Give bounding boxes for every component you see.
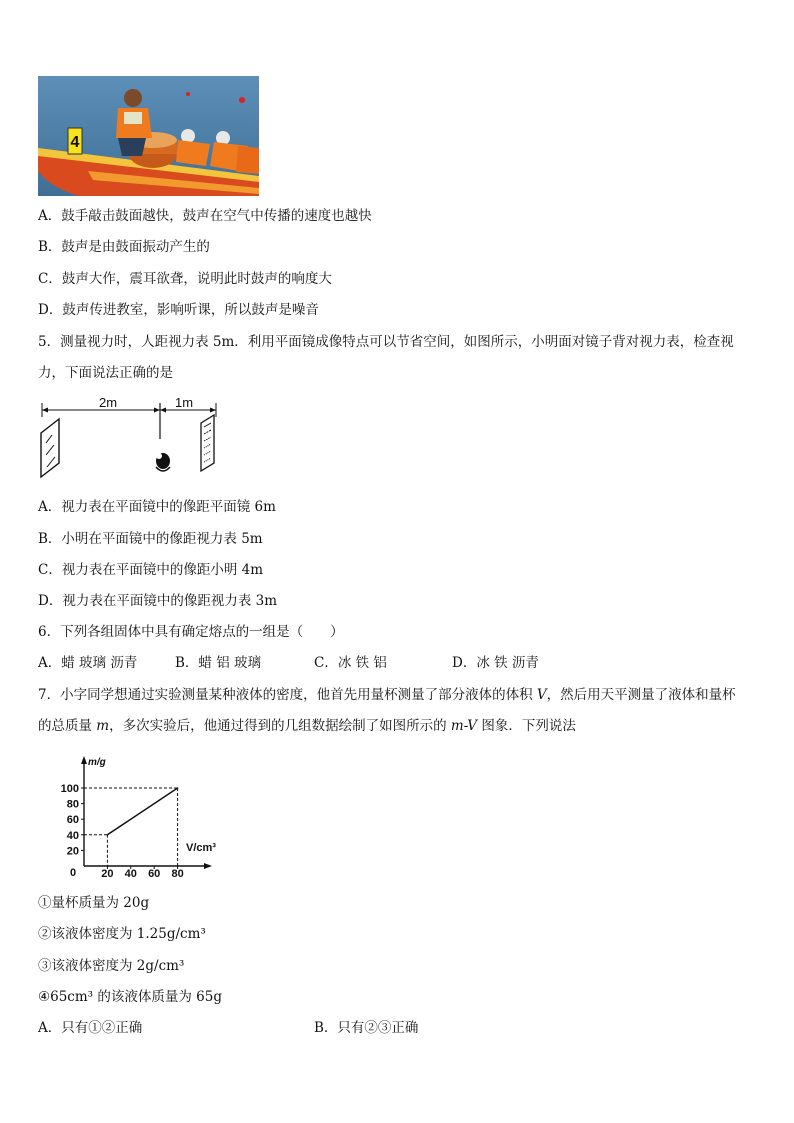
y-tick-label: 100 xyxy=(60,783,79,795)
x-tick-label: 80 xyxy=(171,868,184,879)
q7-stem-line2-b: ，多次实验后，他通过得到的几组数据绘制了如图所示的 xyxy=(109,718,451,734)
mirror-figure xyxy=(38,393,220,483)
q6-option-a: A．蜡 玻璃 沥青 xyxy=(38,655,138,671)
boat-number: 4 xyxy=(70,134,80,151)
q4-option-d: D．鼓声传进教室，影响听课，所以鼓声是噪音 xyxy=(38,302,319,318)
data-line xyxy=(107,788,177,835)
x-axis-label: V/cm³ xyxy=(186,842,216,854)
q7-option-a: A．只有①②正确 xyxy=(38,1020,143,1036)
q7-option-b: B．只有②③正确 xyxy=(314,1020,419,1036)
q7-statement-2: ②该液体密度为 1.25g/cm³ xyxy=(38,926,206,942)
q7-stem-line1-a: 7．小字同学想通过实验测量某种液体的密度，他首先用量杯测量了部分液体的体积 xyxy=(38,687,537,703)
y-axis-label: m/g xyxy=(88,757,106,768)
origin-label: 0 xyxy=(70,867,77,879)
q6-stem: 6．下列各组固体中具有确定熔点的一组是（ ） xyxy=(38,624,344,640)
q4-option-b: B．鼓声是由鼓面振动产生的 xyxy=(38,239,210,255)
distance-label-1m: 1m xyxy=(174,395,194,410)
q7-statement-3: ③该液体密度为 2g/cm³ xyxy=(38,958,185,974)
y-tick-label: 20 xyxy=(66,845,79,858)
q5-option-c: C．视力表在平面镜中的像距小明 4m xyxy=(38,562,264,578)
q5-option-d: D．视力表在平面镜中的像距视力表 3m xyxy=(38,593,278,609)
q5-option-b: B．小明在平面镜中的像距视力表 5m xyxy=(38,531,263,547)
q7-stem-line1-b: ，然后用天平测量了液体和量杯 xyxy=(546,687,736,703)
q7-stem-line1 xyxy=(38,686,736,704)
q7-stem-line2-a: 的总质量 xyxy=(38,718,97,734)
q6-option-c: C．冰 铁 铝 xyxy=(314,655,387,671)
q7-var-mv: m-V xyxy=(450,718,478,734)
q6-option-d: D．冰 铁 沥青 xyxy=(452,655,539,671)
x-tick-label: 40 xyxy=(124,868,137,879)
q7-statement-4: ④65cm³ 的该液体质量为 65g xyxy=(38,989,222,1005)
dragon-boat-photo xyxy=(38,76,259,196)
q5-stem-line1: 5．测量视力时，人距视力表 5m．利用平面镜成像特点可以节省空间，如图所示，小明面对镜子背对视力表，检查视 xyxy=(38,334,734,350)
mv-chart xyxy=(58,754,228,879)
q4-option-a: A．鼓手敲击鼓面越快，鼓声在空气中传播的速度也越快 xyxy=(38,208,372,224)
q6-option-b: B．蜡 铝 玻璃 xyxy=(175,655,262,671)
x-tick-label: 20 xyxy=(101,868,114,879)
data-point xyxy=(107,834,109,836)
q4-option-c: C．鼓声大作，震耳欲聋，说明此时鼓声的响度大 xyxy=(38,271,332,287)
y-tick-label: 40 xyxy=(66,829,79,842)
y-axis-arrow xyxy=(81,756,87,764)
x-tick-label: 60 xyxy=(148,868,161,879)
q5-stem-line2: 力，下面说法正确的是 xyxy=(38,365,173,381)
x-axis-arrow xyxy=(204,863,212,869)
q7-stem-line2 xyxy=(38,717,576,735)
q7-var-v: V xyxy=(536,687,547,703)
q7-stem-line2-c: 图象．下列说法 xyxy=(477,718,576,734)
data-point xyxy=(177,787,179,789)
y-tick-label: 60 xyxy=(66,814,79,827)
y-tick-label: 80 xyxy=(66,798,79,811)
q7-var-m: m xyxy=(96,718,110,734)
q7-statement-1: ①量杯质量为 20g xyxy=(38,895,150,911)
q5-option-a: A．视力表在平面镜中的像距平面镜 6m xyxy=(38,499,276,515)
distance-label-2m: 2m xyxy=(98,395,118,410)
